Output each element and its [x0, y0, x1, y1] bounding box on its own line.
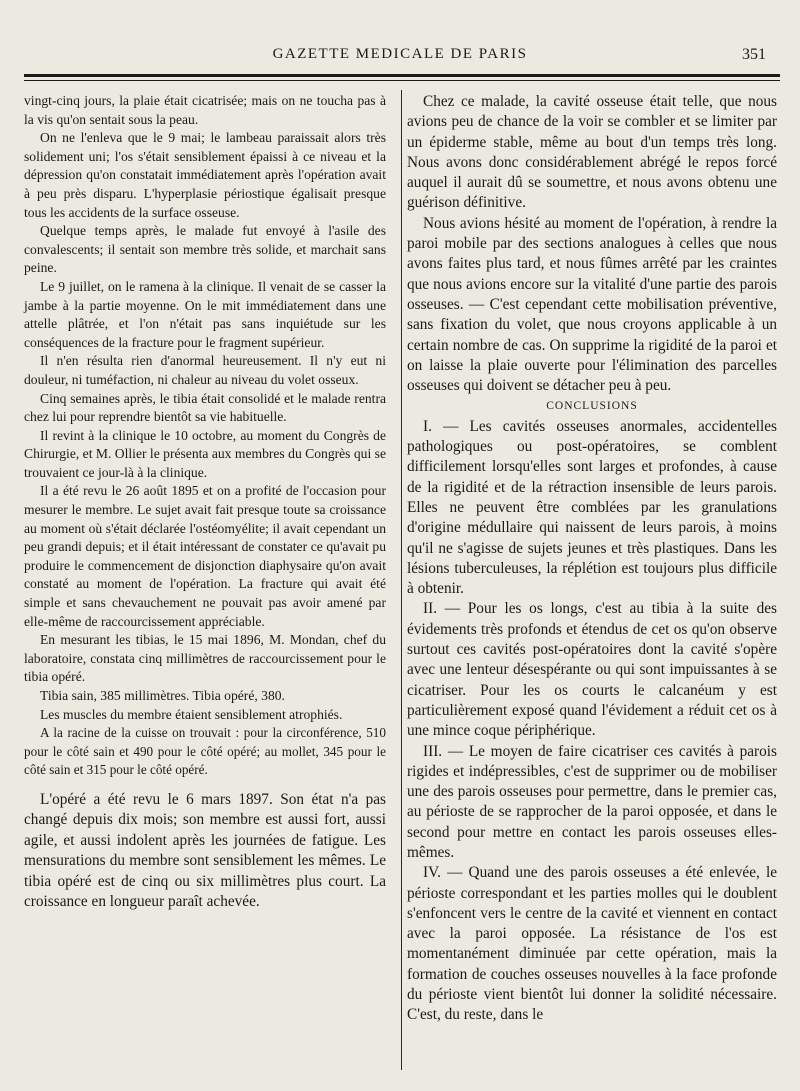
header-rule-thin [24, 80, 780, 81]
paragraph: A la racine de la cuisse on trouvait : pour la circonférence, 510 pour le côté sain et 490 pour le côté opéré; au mollet, 345 pour le côté sain et 315 pour le côté opéré. [24, 725, 386, 778]
paragraph: Il n'en résulta rien d'anormal heureusement. Il n'y eut ni douleur, ni tuméfaction, ni chaleur au niveau du volet osseux. [24, 353, 386, 387]
running-title: GAZETTE MEDICALE DE PARIS [272, 46, 528, 62]
paragraph: Les muscles du membre étaient sensiblement atrophiés. [40, 706, 343, 722]
paragraph: En mesurant les tibias, le 15 mai 1896, M. Mondan, chef du laboratoire, constata cinq millimètres de raccourcissement pour le tibia opéré. [24, 632, 386, 685]
page-header [0, 42, 800, 72]
paragraph: On ne l'enleva que le 9 mai; le lambeau paraissait alors très solidement uni; l'os s'était sensiblement épaissi à ce niveau et la dépression qu'on constatait immédiatement après l'opération avait à peu près disparu. L'hyperplasie périostique égalisait presque tous les accidents de la surface osseuse. [24, 130, 386, 220]
paragraph: Il a été revu le 26 août 1895 et on a profité de l'occasion pour mesurer le membre. Le sujet avait fait presque toute sa croissance au moment où s'était déclarée l'ostéomyélite; il avait cependant un peu grandi depuis; et il était intéressant de constater ce qu'avait pu produire le commencement de disjonction diaphysaire qu'on avait constaté au moment de l'opération. La fracture qui avait été simple et sans chevauchement ne pouvait pas avoir amené par elle-même de raccourcissement appréciable. [24, 483, 386, 629]
column-divider [401, 90, 402, 1070]
paragraph: Tibia sain, 385 millimètres. Tibia opéré, 380. [40, 688, 285, 703]
paragraph: Il revint à la clinique le 10 octobre, au moment du Congrès de Chirurgie, et M. Ollier le présenta aux membres du Congrès qui se trouvaient ce jour-là à la clinique. [24, 427, 386, 480]
paragraph: Chez ce malade, la cavité osseuse était telle, que nous avions peu de chance de la voir se combler et se limiter par un épiderme stable, même au bout d'un temps très long. Nous avons donc considérablement abrégé le repos forcé auquel il aurait dû se soumettre, et nous avons obtenu une guérison définitive. [407, 93, 777, 212]
paragraph: I. — Les cavités osseuses anormales, accidentelles pathologiques ou post-opératoires, se comblent difficilement lorsqu'elles sont larges et profondes, à cause de la rigidité et de la rétraction insensible de leurs parois. Elles ne peuvent être comblées par les granulations d'origine médullaire qui naissent de leurs parois, à moins qu'il ne s'agisse de sujets jeunes et très plastiques. Dans les lésions tuberculeuses, la réplétion est toujours plus difficile à obtenir. [407, 417, 777, 598]
section-heading: CONCLUSIONS [546, 400, 638, 413]
paragraph: Cinq semaines après, le tibia était consolidé et le malade rentra chez lui pour reprendre bientôt sa vie habituelle. [24, 390, 386, 425]
paragraph: L'opéré a été revu le 6 mars 1897. Son état n'a pas changé depuis dix mois; son membre est aussi fort, aussi agile, et aussi indolent après les journées de fatigue. Les mensurations du membre sont sensiblement les mêmes. Le tibia opéré est de cinq ou six millimètres plus court. La croissance en longueur paraît achevée. [24, 790, 386, 911]
paragraph: Quelque temps après, le malade fut envoyé à l'asile des convalescents; il sentait son membre très solide, et marchait sans peine. [24, 223, 386, 276]
paragraph: II. — Pour les os longs, c'est au tibia à la suite des évidements très profonds et étendus de cet os qu'on observe surtout ces cavités post-opératoires dont la cavité s'opère avec une lenteur désespérante ou qui sont impuissantes à se cicatriser. Pour les os courts le calcanéum y est particulièrement exposé quand l'évidement a réduit cet os à une mince coque périphérique. [407, 600, 777, 740]
right-column [407, 92, 777, 1026]
paragraph: III. — Le moyen de faire cicatriser ces cavités à parois rigides et indépressibles, c'est de supprimer ou de mobiliser une des parois osseuses pour permettre, dans le premier cas, au périoste de se rapprocher de la paroi opposée, et dans le second pour mettre en contact les parois osseuses elles-mêmes. [407, 742, 777, 861]
paragraph: Nous avions hésité au moment de l'opération, à rendre la paroi mobile par des sections analogues à celles que nous avons faites plus tard, et nous fûmes arrêté par les craintes que nous avions encore sur la vitalité d'une partie des parois osseuses. — C'est cependant cette mobilisation préventive, sans fixation du volet, que nous croyons applicable à un certain nombre de cas. On supprime la rigidité de la paroi et on laisse la plaie ouverte pour l'élimination des parcelles osseuses qui doivent se détacher peu à peu. [407, 214, 777, 395]
page-number: 351 [742, 46, 766, 63]
paragraph: Le 9 juillet, on le ramena à la clinique. Il venait de se casser la jambe à la partie moyenne. On le mit immédiatement dans une attelle plâtrée, et l'on n'était pas sans inquiétude sur les conséquences de la fracture pour le fragment supérieur. [24, 278, 386, 350]
left-column [24, 92, 386, 913]
header-rule [24, 74, 780, 77]
paragraph: IV. — Quand une des parois osseuses a été enlevée, le périoste correspondant et les parties molles qui le doublent s'enfoncent vers le centre de la cavité et viennent en contact avec la paroi opposée. La résistance de l'os est momentanément diminuée par cette opération, mais la formation de couches osseuses nouvelles à la face profonde du périoste vient bientôt lui donner la solidité nécessaire. C'est, du reste, dans le [407, 864, 777, 1024]
paragraph: vingt-cinq jours, la plaie était cicatrisée; mais on ne toucha pas à la vis qu'on sentait sous la peau. [24, 93, 386, 127]
